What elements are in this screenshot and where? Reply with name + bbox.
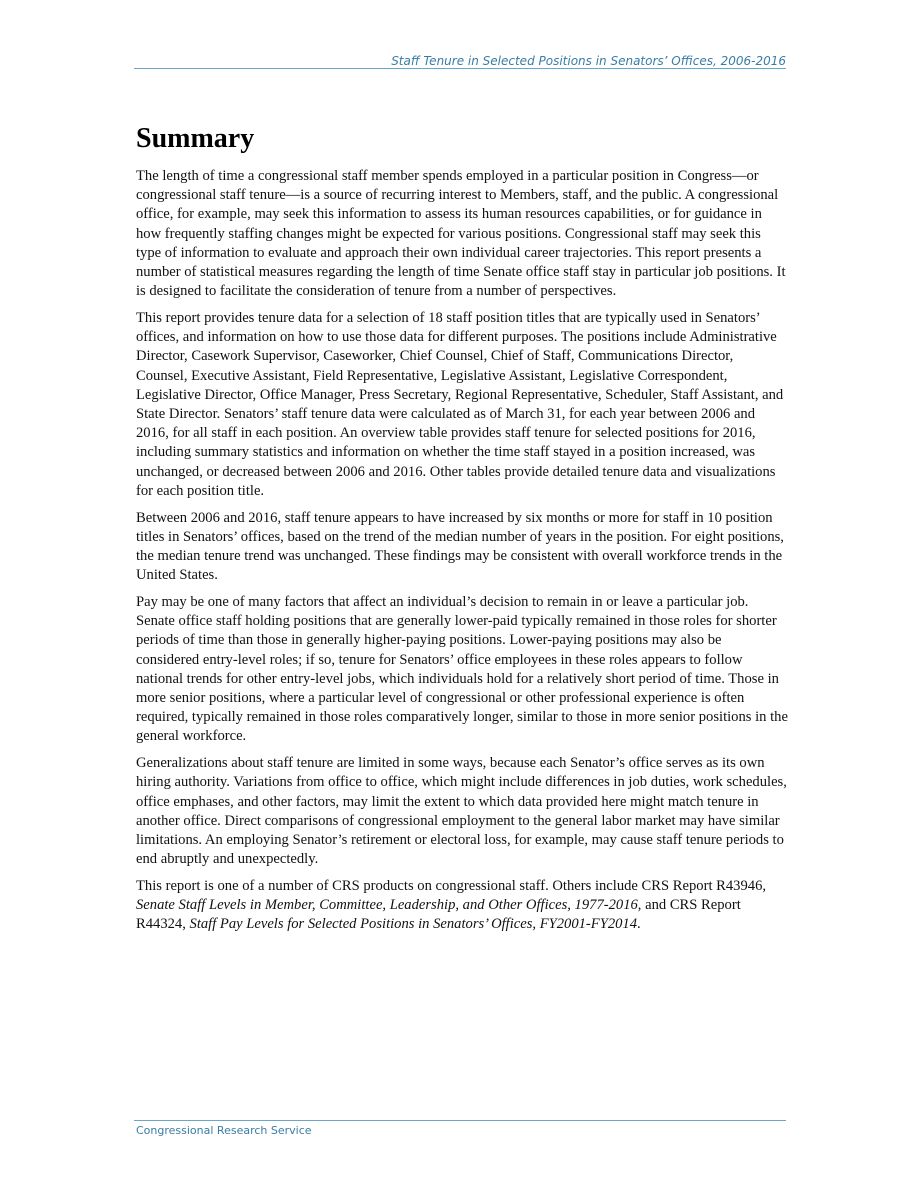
closing-text-2: , and CRS Report R44324, (136, 897, 741, 933)
summary-section (136, 122, 788, 942)
section-title: Summary (136, 123, 255, 154)
paragraph-limitations: Generalizations about staff tenure are limited in some ways, because each Senator’s office serves as its own hiring authority. Variations from office to office, which might include differences in job duties, work schedules, office emphases, and other factors, may limit the extent to which data provided here might match tenure in another office. Direct comparisons of congressional employment to the general labor market may have similar limitations. An employing Senator’s retirement or electoral loss, for example, may cause staff tenure periods to end abruptly and unexpectedly. (136, 755, 787, 868)
running-footer: Congressional Research Service (136, 1124, 312, 1137)
footer-rule (134, 1120, 786, 1121)
header-rule (134, 68, 786, 69)
running-header: Staff Tenure in Selected Positions in Senators’ Offices, 2006-2016 (391, 54, 786, 68)
report-title-r44324: Staff Pay Levels for Selected Positions in Senators’ Offices, FY2001-FY2014 (189, 916, 638, 933)
closing-text-1: This report is one of a number of CRS products on congressional staff. Others include CRS Report R43946, (136, 878, 767, 895)
paragraph-pay: Pay may be one of many factors that affect an individual’s decision to remain in or leave a particular job. Senate office staff holding positions that are generally lower-paid typically remained in those roles for shorter periods of time than those in generally higher-paying positions. Lower-paying positions may also be considered entry-level roles; if so, tenure for Senators’ office employees in these roles appears to follow national trends for other entry-level jobs, which individuals hold for a relatively short period of time. Those in more senior positions, where a particular level of congressional or other professional experience is often required, typically remained in those roles comparatively longer, similar to those in more senior positions in the general workforce. (136, 594, 788, 745)
paragraph-intro: The length of time a congressional staff member spends employed in a particular position in Congress—or congressional staff tenure—is a source of recurring interest to Members, staff, and the public. A congressional office, for example, may seek this information to assess its human resources capabilities, or for guidance in how frequently staffing changes might be expected for various positions. Congressional staff may seek this type of information to evaluate and approach their own individual career trajectories. This report presents a number of statistical measures regarding the length of time Senate office staff stay in particular job positions. It is designed to facilitate the consideration of tenure from a number of perspectives. (136, 168, 786, 300)
paragraph-positions: This report provides tenure data for a selection of 18 staff position titles that are typically used in Senators’ offices, and information on how to use those data for different purposes. The positions include Administrative Director, Casework Supervisor, Caseworker, Chief Counsel, Chief of Staff, Communications Director, Counsel, Executive Assistant, Field Representative, Legislative Assistant, Legislative Correspondent, Legislative Director, Office Manager, Press Secretary, Regional Representative, Scheduler, Staff Assistant, and State Director. Senators’ staff tenure data were calculated as of March 31, for each year between 2006 and 2016, for all staff in each position. An overview table provides staff tenure for selected positions for 2016, including summary statistics and information on whether the time staff stayed in a position increased, was unchanged, or decreased between 2006 and 2016. Other tables provide detailed tenure data and visualizations for each position title. (136, 310, 784, 499)
paragraph-trends: Between 2006 and 2016, staff tenure appears to have increased by six months or more for staff in 10 position titles in Senators’ offices, based on the trend of the median number of years in the position. For eight positions, the median tenure trend was unchanged. These findings may be consistent with overall workforce trends in the United States. (136, 509, 784, 584)
paragraph-related-reports (136, 877, 788, 935)
closing-text-3: . (637, 916, 641, 933)
report-title-r43946: Senate Staff Levels in Member, Committee, Leadership, and Other Offices, 1977-2016 (136, 897, 638, 914)
